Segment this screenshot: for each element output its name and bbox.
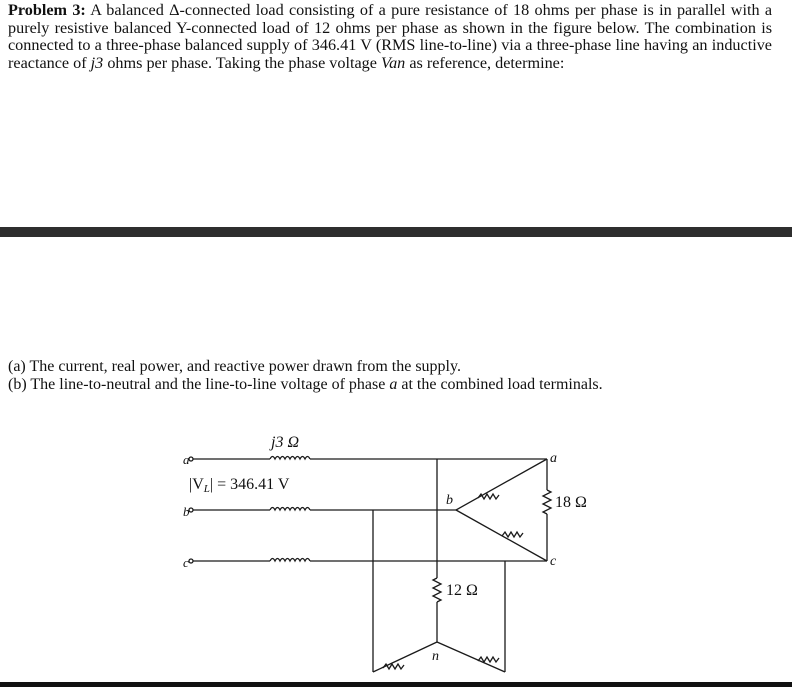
question-b: [8, 376, 788, 394]
problem-text-1: A balanced Δ-connected load consisting of a pure resistance of 18 ohms per phase is in parallel with a purely resistive balanced Y-connected load of 12 ohms per phase as shown in the figure below. The combination is connected to a three-phase balanced supply of 346.41 V (RMS line-to-line) via a three-phase line having an inductive reactance of: [8, 1, 773, 72]
delta-leg-bc: [456, 510, 547, 561]
label-node-c: c: [550, 554, 557, 569]
question-b-text-1: (b) The line-to-neutral and the line-to-line voltage of phase: [8, 376, 390, 393]
label-node-b: b: [446, 493, 453, 508]
label-terminal-b: b: [183, 504, 190, 519]
label-line-voltage-sub: L: [203, 483, 210, 495]
question-b-variable: a: [389, 376, 398, 393]
terminal-b-dot: [189, 508, 193, 512]
problem-text-2: ohms per phase. Taking the phase voltage: [103, 53, 381, 72]
reactor-line-c: [270, 559, 310, 562]
problem-text-3: as reference, determine:: [405, 53, 565, 72]
reactor-line-b: [270, 508, 310, 511]
label-terminal-c: c: [183, 555, 189, 570]
terminal-c-dot: [189, 559, 193, 563]
label-wye-resistance: 12 Ω: [446, 582, 478, 599]
problem-statement: [8, 2, 772, 72]
label-delta-resistance: 18 Ω: [555, 494, 587, 511]
question-a: (a) The current, real power, and reactive power drawn from the supply.: [8, 358, 461, 375]
label-line-voltage-mag: |V: [189, 476, 204, 493]
label-line-reactance: j3 Ω: [271, 434, 300, 451]
problem-reactance: j3: [90, 53, 104, 72]
label-terminal-a: a: [183, 452, 190, 467]
label-node-a: a: [550, 451, 557, 466]
terminal-a-dot: [189, 457, 193, 461]
label-line-voltage-value: | = 346.41 V: [209, 476, 290, 493]
problem-label: Problem 3:: [8, 1, 86, 19]
delta-leg-ab: [456, 459, 547, 510]
resistor-wye-a: [433, 578, 441, 602]
label-neutral: n: [432, 649, 439, 664]
label-line-voltage: [189, 476, 290, 495]
bottom-bar: [0, 682, 792, 687]
problem-phase-voltage: Van: [381, 53, 406, 72]
separator-band: [0, 227, 792, 237]
reactor-line-a: [270, 457, 310, 460]
question-list: [8, 358, 788, 394]
resistor-delta-ac: [543, 490, 551, 514]
resistor-delta-bc: [502, 532, 523, 537]
question-b-text-2: at the combined load terminals.: [397, 376, 603, 393]
wye-leg-c: [437, 642, 505, 672]
circuit-diagram: [0, 420, 792, 682]
